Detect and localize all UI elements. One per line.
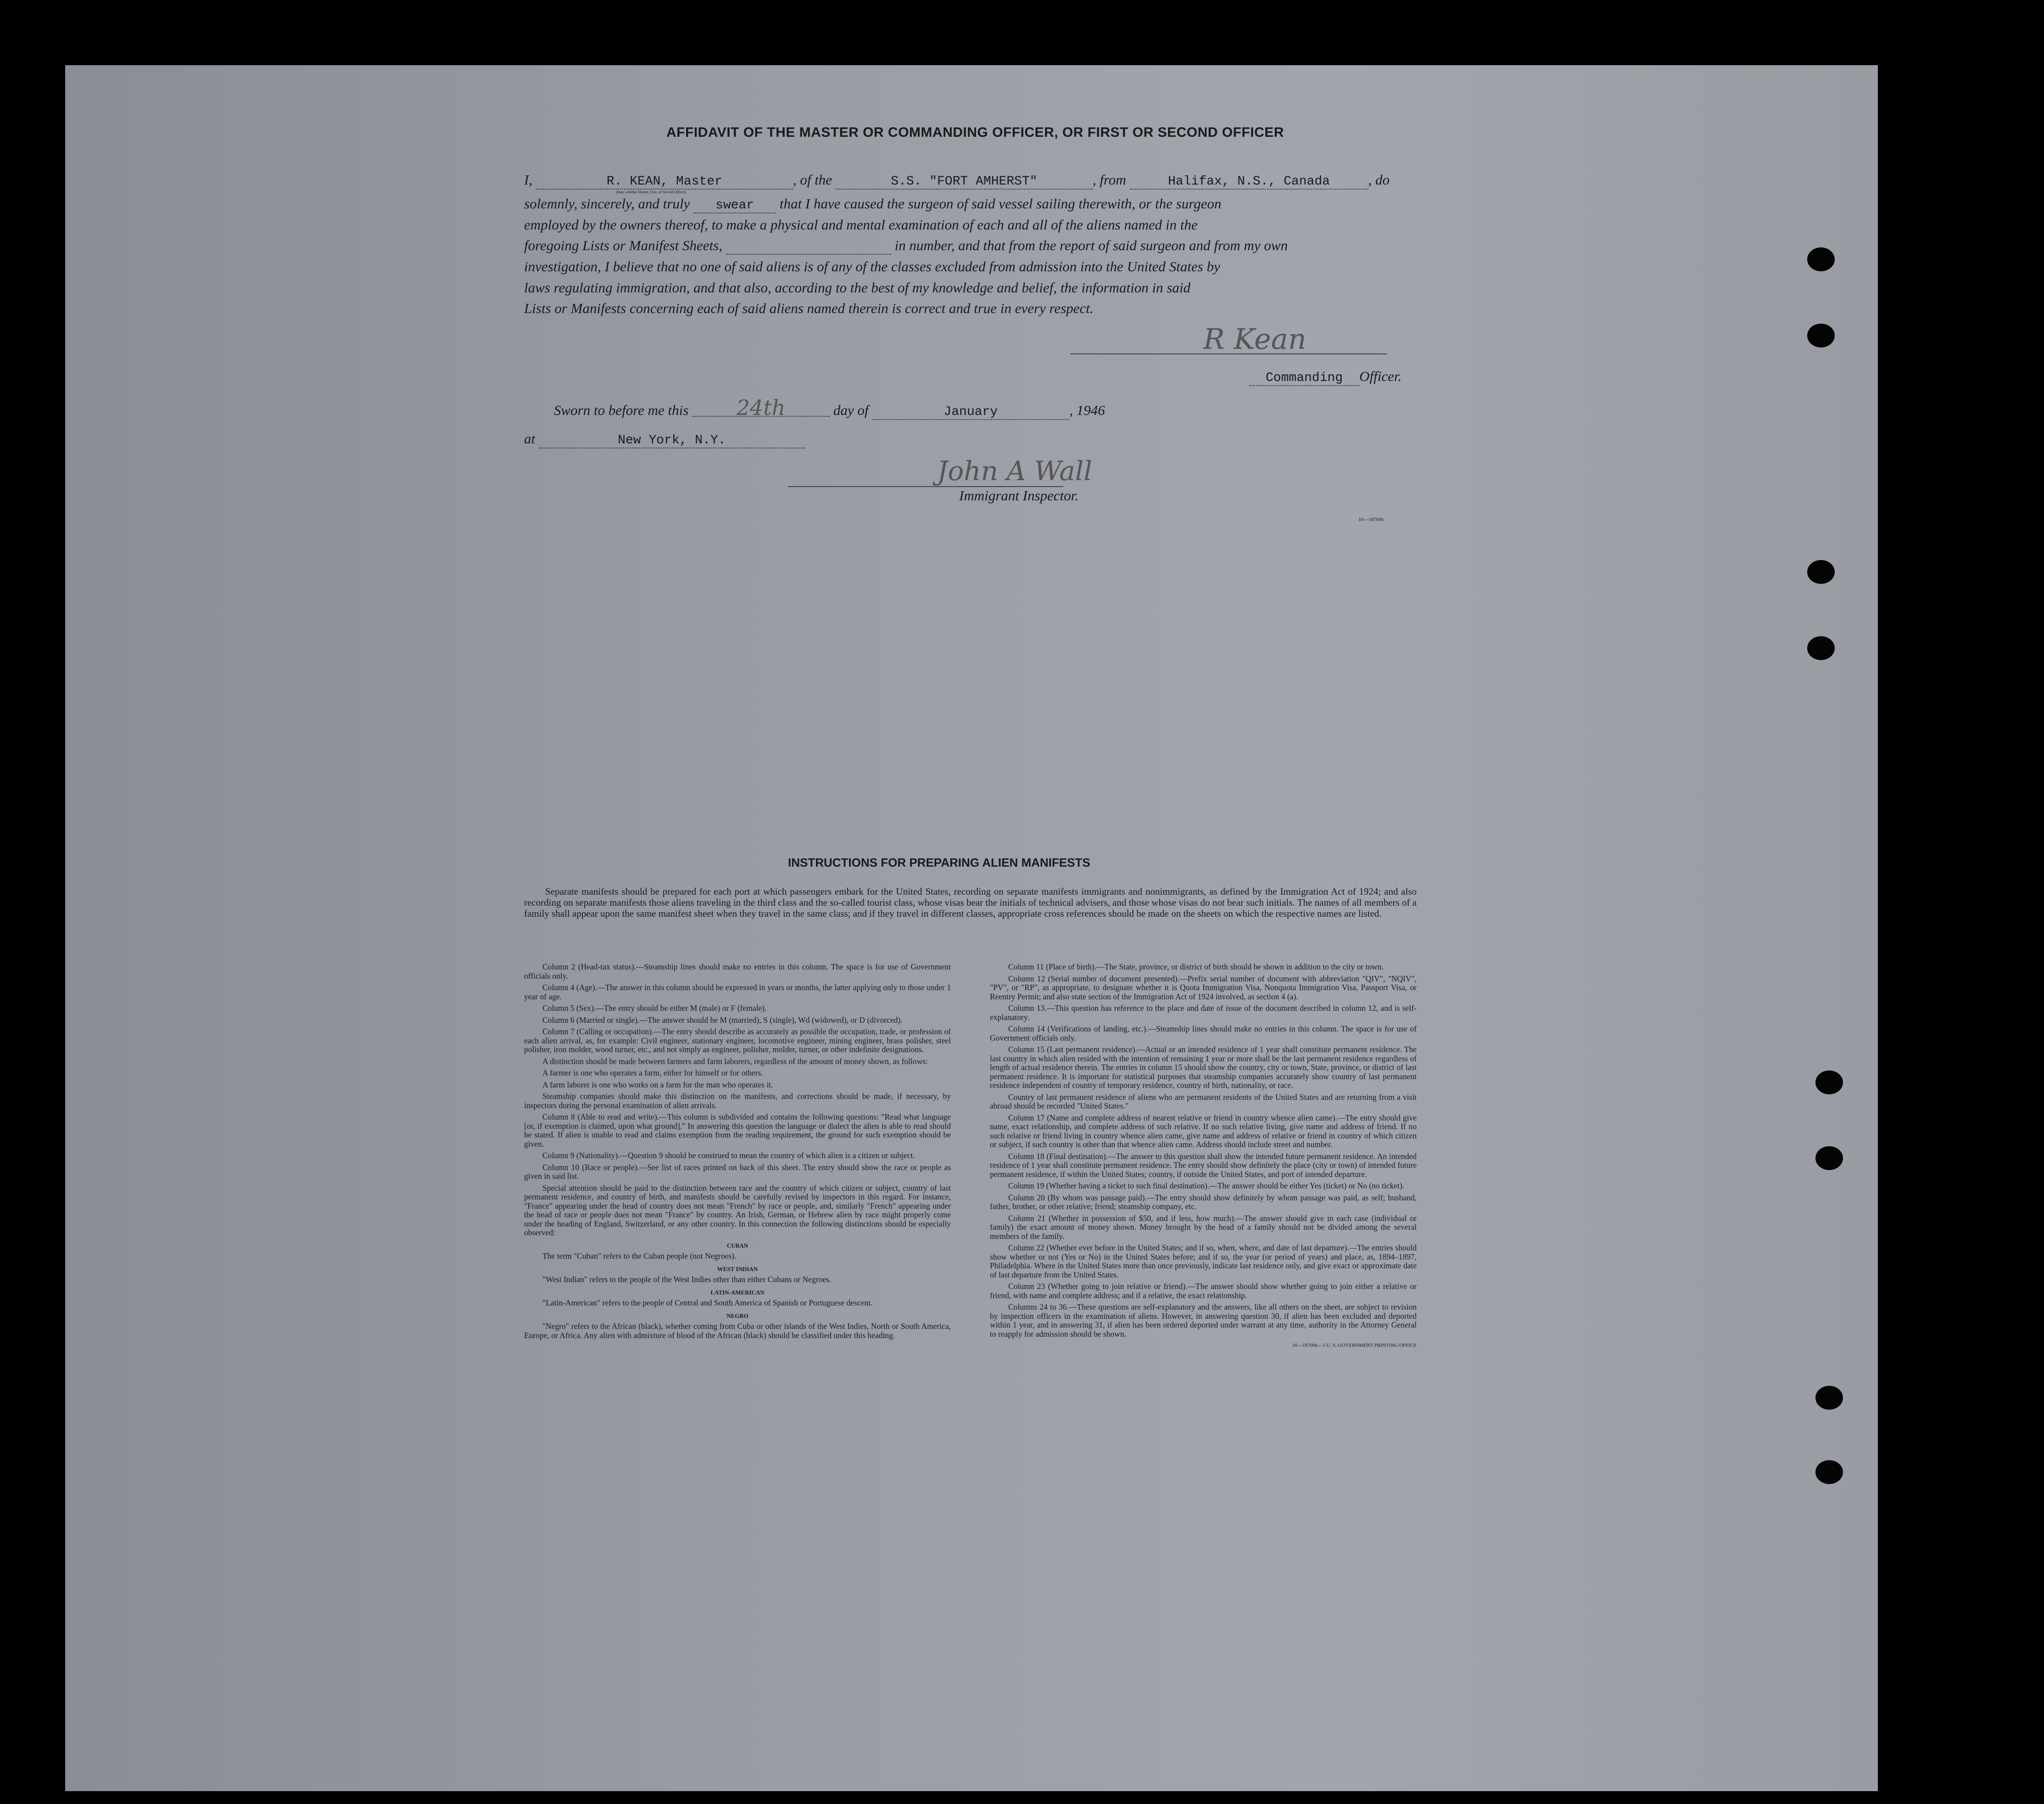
instruction-paragraph: Column 23 (Whether going to join relative or friend).—The answer should show whether going to join either a relative or friend, with name and complete address; and if a relative, the exact relationship. [990,1282,1417,1300]
instruction-paragraph: Column 15 (Last permanent residence).—Actual or an intended residence of 1 year shall constitute permanent residence. The last country in which alien resided with the intention of remaining 1 year or more shall be the last permanent residence regardless of length of actual residence therein. The entries in column 15 should show the country, city or town, State, province, or district of last permanent residence. It is important for statistical purposes that steamship companies accurately show country of last permanent residence independent of country of temporary residence, country of birth, nationality, or race. [990,1045,1417,1090]
officer-title-field: Commanding [1249,371,1359,386]
latin-american-heading: LATIN-AMERICAN [710,1289,765,1296]
instruction-paragraph: Column 14 (Verifications of landing, etc.).—Steamship lines should make no entries in this column. The space is for use of Government officials only. [990,1024,1417,1042]
affidavit-line-1: I, R. KEAN, Master , of the S.S. "FORT AMHERST" , from Halifax, N.S., Canada , do [524,172,1390,189]
instruction-paragraph: Column 20 (By whom was passage paid).—The entry should show definitely by whom passage was paid, as self; husband, father, brother, or other relative; friend; steamship company, etc. [990,1193,1417,1211]
instruction-paragraph: A farm laborer is one who works on a farm for the man who operates it. [542,1080,773,1089]
instruction-paragraph: Country of last permanent residence of aliens who are permanent residents of the United States and are returning from a visit abroad should be recorded "United States." [990,1092,1417,1110]
instruction-paragraph: Column 18 (Final destination).—The answer to this question shall show the intended future permanent residence. An intended residence of 1 year shall constitute permanent residence. The entry should show definitely the place (city or town) of intended future permanent residence, if within the United States; country, if outside the United States, and port of intended departure. [990,1151,1417,1179]
instruction-paragraph: Column 12 (Serial number of document presented).—Prefix serial number of document with abbreviation "QIV", "NQIV", "PV", or "RP", as appropriate, to designate whether it is Quota Immigration Visa, Nonquota Immigration Visa, Passport Visa, or Reentry Permit; and also state section of the Immigration Act of 1924 involved, as section 4 (a). [990,974,1417,1001]
binder-hole [1815,1070,1843,1094]
instructions-right-column [990,963,1417,1353]
instruction-paragraph: Column 8 (Able to read and write).—This column is subdivided and contains the following questions: "Read what language [or, if exemption is claimed, upon what ground]." In answering this question the language or dialect the alien is able to read should be stated. If alien is unable to read and claims exemption from the reading requirement, the ground for such exemption should be given. [524,1112,951,1149]
sworn-line: Sworn to before me this 24th day of January , 1946 [554,395,1105,420]
inspector-label: Immigrant Inspector. [959,487,1079,504]
cuban-heading: CUBAN [726,1242,748,1249]
negro-definition: "Negro" refers to the African (black), whether coming from Cuba or other islands of the West Indies, North or South America, Europe, or Africa. Any alien with admixture of blood of the African (black) should be classified under this heading. [524,1322,951,1340]
instruction-paragraph: Column 19 (Whether having a ticket to such final destination).—The answer should be either Yes (ticket) or No (no ticket). [1008,1181,1405,1190]
instruction-paragraph: Columns 24 to 36.—These questions are self-explanatory and the answers, like all others on the sheet, are subject to revision by inspection officers in the examination of aliens. However, in answering question 30, if alien has been excluded and deported within 1 year, and in answering 31, if alien has been ordered deported under warrant at any time, authority in the Attorney General to reapply for admission should be shown. [990,1302,1417,1339]
instructions-title: INSTRUCTIONS FOR PREPARING ALIEN MANIFESTS [788,856,1090,869]
binder-hole [1807,247,1835,271]
cuban-definition: The term "Cuban" refers to the Cuban people (not Negroes). [542,1251,737,1261]
binder-hole [1815,1146,1843,1170]
affidavit-line-6: laws regulating immigration, and that also, according to the best of my knowledge and belief, the information in said [524,280,1191,296]
sworn-month-field: January [872,405,1069,420]
instruction-paragraph: Column 10 (Race or people).—See list of races printed on back of this sheet. The entry should show the race or people as given in said list. [524,1162,951,1181]
place-field: New York, N.Y. [539,433,805,448]
affidavit-line-7: Lists or Manifests concerning each of said aliens named therein is correct and true in every respect. [524,300,1094,316]
vessel-name-field: S.S. "FORT AMHERST" [836,174,1093,190]
instruction-paragraph: Column 7 (Calling or occupation).—The entry should describe as accurately as possible the occupation, trade, or profession of each alien arrival, as, for example: Civil engineer, stationary engineer, locomotive engineer, mining engineer, brass polisher, steel polisher, iron molder, wood turner, etc., and not simply as engineer, polisher, molder, turner, or other indefinite designations. [524,1027,951,1054]
affidavit-line-4: foregoing Lists or Manifest Sheets, in number, and that from the report of said surgeon and from my own [524,237,1288,255]
affidavit-line-2: solemnly, sincerely, and truly swear that I have caused the surgeon of said vessel sailing therewith, or the surgeon [524,196,1222,213]
binder-hole [1807,324,1835,347]
west-indian-heading: WEST INDIAN [717,1265,758,1272]
sheet-count-field [726,237,891,255]
instruction-paragraph: A distinction should be made between farmers and farm laborers, regardless of the amount of money shown, as follows: [542,1056,928,1066]
instruction-paragraph: Column 2 (Head-tax status).—Steamship lines should make no entries in this column. The space is for use of Government officials only. [524,962,951,980]
affidavit-title: AFFIDAVIT OF THE MASTER OR COMMANDING OFFICER, OR FIRST OR SECOND OFFICER [666,125,1284,140]
departure-port-field: Halifax, N.S., Canada [1130,174,1368,190]
printing-office-footer: 10—18700b—1 U. S. GOVERNMENT PRINTING OFFICE [1292,1343,1417,1348]
instruction-paragraph: Column 22 (Whether ever before in the United States; and if so, when, where, and date of last departure).—The entries should show whether or not (Yes or No) in the United States before; and if so, the year (or period of years) and place, as, 1894–1897, Philadelphia. Where in the United States more than once previously, indicate last residence only, and give exact or approximate date of last departure from the United States. [990,1243,1417,1279]
inspector-signature: John A Wall [937,455,1092,487]
master-signature: R Kean [1203,322,1307,356]
instructions-intro: Separate manifests should be prepared for each port at which passengers embark for the United States, recording on separate manifests immigrants and nonimmigrants, as defined by the Immigration Act of 1924; and also recording on separate manifests those aliens traveling in the third class and the so-called tourist class, whose visas bear the initials of technical advisers, and those whose visas do not bear such initials. The names of all members of a family shall appear upon the same manifest sheet when they travel in the same class; and if they travel in different classes, appropriate cross references should be made on the sheets on which the respective names are listed. [524,886,1417,919]
latin-american-definition: "Latin-American" refers to the people of Central and South America of Spanish or Portuguese descent. [542,1298,873,1307]
binder-hole [1807,636,1835,660]
instruction-paragraph: Column 5 (Sex).—The entry should be either M (male) or F (female). [542,1003,767,1013]
place-line: at New York, N.Y. [524,431,805,448]
binder-hole [1815,1386,1843,1410]
officer-title-line: Commanding Officer. [1249,368,1402,386]
instruction-paragraph: Column 4 (Age).—The answer in this column should be expressed in years or months, the latter applying only to those under 1 year of age. [524,983,951,1001]
instruction-paragraph: Column 6 (Married or single).—The answer should be M (married), S (single), Wd (widowed), or D (divorced). [542,1015,903,1025]
west-indian-definition: "West Indian" refers to the people of the West Indies other than either Cubans or Negroes. [542,1275,832,1284]
instruction-paragraph: Column 9 (Nationality).—Question 9 should be construed to mean the country of which alien is a citizen or subject. [542,1151,915,1160]
instruction-paragraph: Column 21 (Whether in possession of $50, and if less, how much).—The answer should give in each case (individual or family) the exact amount of money shown. Money brought by the head of a family should not be divided among the several members of the family. [990,1213,1417,1241]
oath-word-field: swear [693,198,776,213]
sworn-day-field: 24th [692,399,830,417]
instruction-paragraph: Column 11 (Place of birth).—The State, province, or district of birth should be shown in addition to the city or town. [1008,962,1384,971]
instruction-paragraph: Special attention should be paid to the distinction between race and the country of which citizen or subject, country of last permanent residence, and country of birth, and manifests should be carefully revised by inspectors in this regard. For instance, "France" appearing under the head of country does not mean "French" by race or people, and, similarly "French" appearing under the head of race or people does not mean "France" by country. An Irish, German, or Hebrew alien by race might properly come under the heading of England, Switzerland, or any other country. In this connection the following distinctions should be especially observed: [524,1183,951,1237]
instruction-paragraph: A farmer is one who operates a farm, either for himself or for others. [542,1068,763,1077]
officer-name-field: R. KEAN, Master [536,174,793,190]
instruction-paragraph: Steamship companies should make this distinction on the manifests, and corrections should be made, if necessary, by inspectors during the personal examination of alien arrivals. [524,1092,951,1110]
binder-hole [1815,1460,1843,1484]
affidavit-line-5: investigation, I believe that no one of said aliens is of any of the classes excluded from admission into the United States by [524,258,1220,275]
instructions-left-column [524,963,951,1343]
document-page [65,65,1878,1791]
form-number: 10—18700b [1358,517,1384,522]
negro-heading: NEGRO [726,1312,748,1319]
instruction-paragraph: Column 13.—This question has reference to the place and date of issue of the document described in column 12, and is self-explanatory. [990,1003,1417,1022]
binder-hole [1807,560,1835,584]
instruction-paragraph: Column 17 (Name and complete address of nearest relative or friend in country whence alien came).—The entry should give name, exact relationship, and complete address of such relative. If no such relative living, give name and address of friend. If no such relative or friend living in country whence alien came, give name and address of relative or friend in country of which citizen or subject, if such country is other than that whence alien came. Address should include street and number. [990,1113,1417,1149]
officer-rank-note: (State whether Master, First, or Second Officer) [616,190,686,194]
affidavit-line-3: employed by the owners thereof, to make a physical and mental examination of each and all of the aliens named in the [524,217,1198,233]
